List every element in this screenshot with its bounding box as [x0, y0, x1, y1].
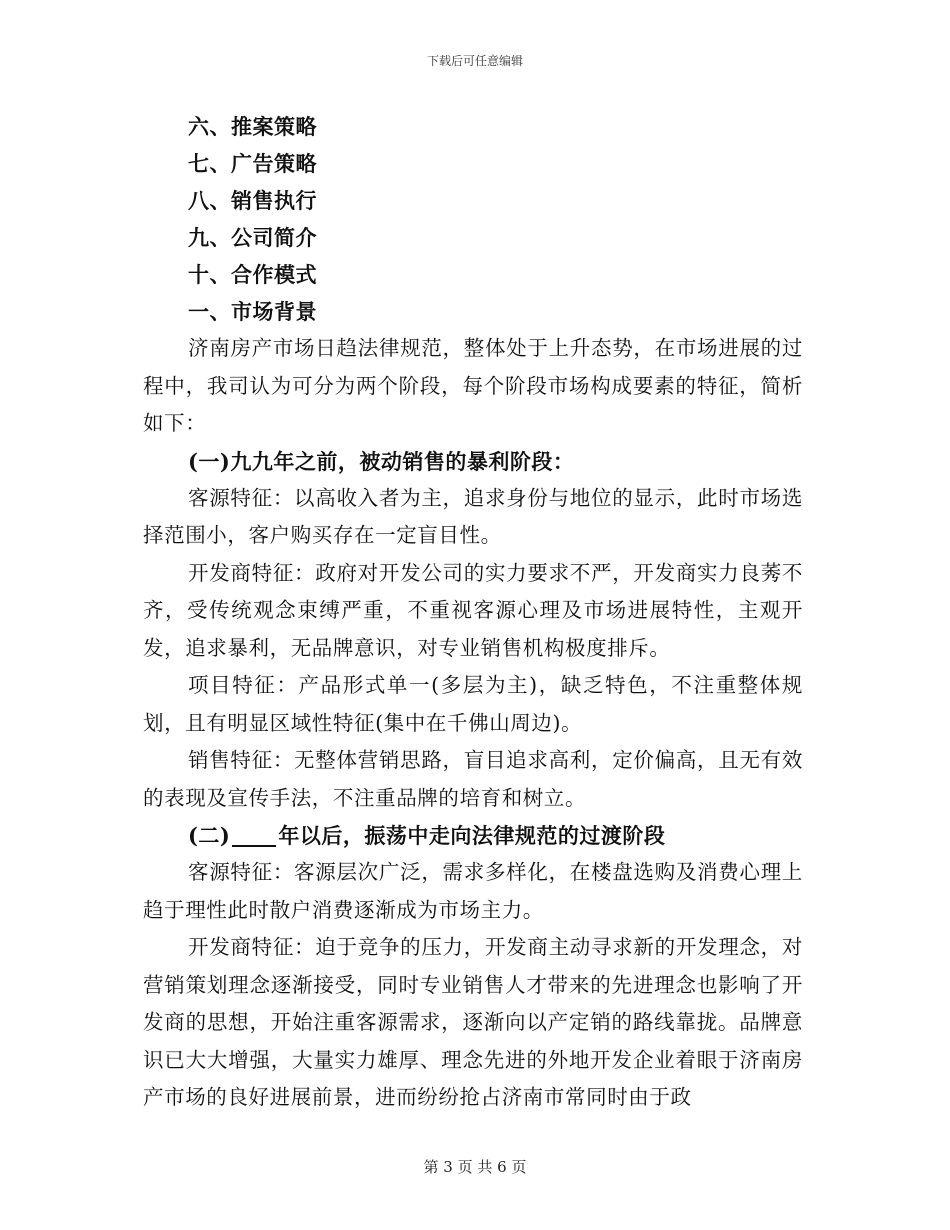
document-body — [143, 108, 803, 1117]
toc-item-10: 十、合作模式 — [188, 262, 317, 287]
stage2-customer-paragraph: 客源特征：客源层次广泛，需求多样化，在楼盘选购及消费心理上趋于理性此时散户消费逐渐成为市场主力。 — [143, 860, 803, 922]
toc-item-7: 七、广告策略 — [188, 151, 317, 176]
stage2-title-prefix: (二) — [188, 823, 231, 848]
intro-paragraph: 济南房产市场日趋法律规范，整体处于上升态势，在市场进展的过程中，我司认为可分为两个阶段，每个阶段市场构成要素的特征，简析如下： — [143, 336, 803, 435]
toc-item-6: 六、推案策略 — [188, 114, 317, 139]
page-footer: 第 3 页 共 6 页 — [423, 1158, 527, 1176]
stage1-sales-paragraph: 销售特征：无整体营销思路，盲目追求高利，定价偏高，且无有效的表现及宣传手法，不注重品牌的培育和树立。 — [143, 748, 803, 810]
page-header: 下载后可任意编辑 — [426, 54, 523, 68]
year-blank — [232, 823, 276, 847]
stage1-project-paragraph: 项目特征：产品形式单一(多层为主)，缺乏特色，不注重整体规划，且有明显区域性特征(集中在千佛山周边)。 — [143, 673, 803, 735]
stage2-developer-paragraph: 开发商特征：迫于竞争的压力，开发商主动寻求新的开发理念，对营销策划理念逐渐接受，同时专业销售人才带来的先进理念也影响了开发商的思想，开始注重客源需求，逐渐向以产定销的路线靠拢。品牌意识已大大增强，大量实力雄厚、理念先进的外地开发企业着眼于济南房产市场的良好进展前景，进而纷纷抢占济南市常同时由于政 — [143, 935, 803, 1109]
toc-item-9: 九、公司简介 — [188, 225, 317, 250]
stage1-title: (一)九九年之前，被动销售的暴利阶段： — [188, 448, 575, 474]
toc-item-8: 八、销售执行 — [188, 188, 317, 213]
stage1-developer-paragraph: 开发商特征：政府对开发公司的实力要求不严，开发商实力良莠不齐，受传统观念束缚严重，不重视客源心理及市场进展特性，主观开发，追求暴利，无品牌意识，对专业销售机构极度排斥。 — [143, 560, 803, 660]
stage2-title — [143, 817, 803, 854]
stage1-customer-paragraph: 客源特征：以高收入者为主，追求身份与地位的显示，此时市场选择范围小，客户购买存在一定盲目性。 — [143, 485, 803, 547]
section-title: 一、市场背景 — [188, 299, 317, 324]
stage2-title-suffix: 年以后，振荡中走向法律规范的过渡阶段 — [278, 823, 666, 848]
